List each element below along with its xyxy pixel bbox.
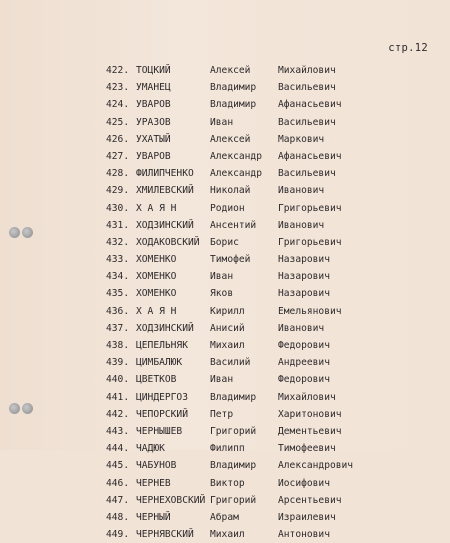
punch-hole [22,227,33,238]
entry-first-name: Абрам [210,511,239,523]
entry-surname: ХОМЕНКО [136,254,177,266]
entry-number: 448. [106,511,130,523]
entry-surname: ТОЦКИЙ [136,65,171,76]
entry-first-name: Кирилл [210,305,245,317]
list-item [100,131,440,148]
entry-first-name: Борис [210,236,239,248]
entry-patronymic: Григорьевич [278,236,342,248]
list-item [100,285,440,302]
entry-surname: ЧАБУНОВ [136,460,177,472]
list-item [100,492,440,509]
entry-number: 435. [106,288,130,300]
list-item [100,303,440,320]
entry-number: 426. [106,133,130,145]
entry-first-name: Тимофей [210,254,251,266]
entry-first-name: Петр [210,408,234,420]
entry-number: 427. [106,150,130,162]
page-number: стр.12 [388,42,428,54]
punch-hole [22,403,33,414]
entry-surname: УХАТЫЙ [136,133,171,145]
entry-patronymic: Афанасьевич [278,99,342,111]
entry-first-name: Яков [210,288,234,300]
entry-first-name: Александр [210,150,262,162]
entry-surname: ЧЕРНЯВСКИЙ [136,529,194,541]
entry-number: 431. [106,219,130,231]
entry-patronymic: Емельянович [278,305,342,317]
entry-surname: Х А Я Н [136,202,177,214]
entry-surname: ЧЕПОРСКИЙ [136,408,188,420]
entry-first-name: Григорий [210,425,257,437]
entry-patronymic: Васильевич [278,168,336,180]
punch-hole [9,403,20,414]
entry-number: 437. [106,322,130,334]
entry-patronymic: Михайлович [278,391,336,403]
entry-surname: ЧЕРНЫЙ [136,511,171,523]
entry-surname: УМАНЕЦ [136,82,171,94]
entry-first-name: Филипп [210,443,245,455]
entry-number: 422. [106,65,130,76]
list-item [100,509,440,526]
entry-first-name: Владимир [210,460,257,472]
list-item [100,217,440,234]
entry-patronymic: Назарович [278,271,330,283]
entry-patronymic: Федорович [278,340,330,351]
entry-patronymic: Иосифович [278,477,330,489]
list-item [100,320,440,337]
entry-first-name: Родион [210,202,245,214]
entry-number: 439. [106,357,130,369]
entry-surname: ХОМЕНКО [136,271,177,283]
list-item [100,148,440,165]
entry-surname: ЧЕРНЕВ [136,477,171,489]
entry-number: 444. [106,443,130,455]
entry-surname: ХОМЕНКО [136,288,177,300]
entry-first-name: Василий [210,357,251,369]
list-item [100,114,440,131]
entry-first-name: Иван [210,271,234,283]
entry-first-name: Михаил [210,529,245,541]
entry-surname: УВАРОВ [136,150,171,162]
entry-patronymic: Васильевич [278,82,336,94]
punch-hole [9,227,20,238]
entry-first-name: Николай [210,185,251,197]
list-item [100,165,440,182]
entry-number: 441. [106,391,130,403]
entry-surname: ХМИЛЕВСКИЙ [136,185,194,197]
entry-number: 447. [106,494,130,506]
entry-number: 434. [106,271,130,283]
entry-patronymic: Афанасьевич [278,150,342,162]
entry-surname: Х А Я Н [136,305,177,317]
entry-surname: УРАЗОВ [136,116,171,128]
entry-patronymic: Иванович [278,219,325,231]
list-item [100,371,440,388]
list-item [100,457,440,474]
list-item [100,79,440,96]
list-item [100,406,440,423]
entry-number: 442. [106,408,130,420]
entry-number: 425. [106,116,130,128]
entry-first-name: Владимир [210,99,257,111]
entry-number: 438. [106,340,130,351]
entry-number: 449. [106,529,130,541]
entry-number: 436. [106,305,130,317]
entry-patronymic: Иванович [278,322,325,334]
entry-patronymic: Харитонович [278,408,342,420]
entry-patronymic: Иванович [278,185,325,197]
name-list [100,62,440,543]
list-item [100,182,440,199]
entry-first-name: Иван [210,374,234,386]
list-item [100,526,440,543]
list-item [100,389,440,406]
entry-patronymic: Антонович [278,529,330,541]
entry-patronymic: Тимофеевич [278,443,336,455]
entry-patronymic: Дементьевич [278,425,342,437]
list-item [100,96,440,113]
entry-first-name: Владимир [210,82,257,94]
entry-first-name: Григорий [210,494,257,506]
entry-surname: ЧЕРНЕХОВСКИЙ [136,494,206,506]
entry-first-name: Алексей [210,65,251,76]
entry-patronymic: Назарович [278,288,330,300]
entry-patronymic: Маркович [278,133,325,145]
entry-number: 440. [106,374,130,386]
entry-surname: УВАРОВ [136,99,171,111]
entry-number: 433. [106,254,130,266]
entry-number: 424. [106,99,130,111]
entry-surname: ФИЛИПЧЕНКО [136,168,194,180]
list-item [100,475,440,492]
entry-patronymic: Васильевич [278,116,336,128]
entry-first-name: Иван [210,116,234,128]
entry-patronymic: Израилевич [278,511,336,523]
entry-patronymic: Григорьевич [278,202,342,214]
entry-number: 423. [106,82,130,94]
list-item [100,440,440,457]
entry-first-name: Александр [210,168,262,180]
entry-number: 429. [106,185,130,197]
entry-surname: ЧЕРНЫШЕВ [136,425,183,437]
entry-patronymic: Андреевич [278,357,330,369]
entry-number: 443. [106,425,130,437]
entry-surname: ХОДАКОВСКИЙ [136,236,200,248]
entry-surname: ЦИНДЕРГОЗ [136,391,188,403]
list-item [100,268,440,285]
entry-surname: ЧАДЮК [136,443,165,455]
entry-number: 446. [106,477,130,489]
entry-number: 430. [106,202,130,214]
list-item [100,234,440,251]
entry-first-name: Владимир [210,391,257,403]
entry-first-name: Ансентий [210,219,257,231]
entry-patronymic: Михайлович [278,65,336,76]
entry-patronymic: Федорович [278,374,330,386]
entry-surname: ХОДЗИНСКИЙ [136,219,194,231]
entry-patronymic: Арсентьевич [278,494,342,506]
entry-first-name: Анисий [210,322,245,334]
list-item [100,354,440,371]
entry-surname: ЦВЕТКОВ [136,374,177,386]
entry-number: 428. [106,168,130,180]
entry-patronymic: Назарович [278,254,330,266]
list-item [100,423,440,440]
entry-surname: ЦИМБАЛЮК [136,357,183,369]
entry-number: 445. [106,460,130,472]
entry-first-name: Виктор [210,477,245,489]
list-item [100,337,440,354]
entry-surname: ХОДЗИНСКИЙ [136,322,194,334]
entry-first-name: Михаил [210,340,245,351]
entry-patronymic: Александрович [278,460,354,472]
list-item [100,62,440,79]
entry-first-name: Алексей [210,133,251,145]
list-item [100,200,440,217]
list-item [100,251,440,268]
entry-surname: ЦЕПЕЛЬНЯК [136,340,188,351]
entry-number: 432. [106,236,130,248]
